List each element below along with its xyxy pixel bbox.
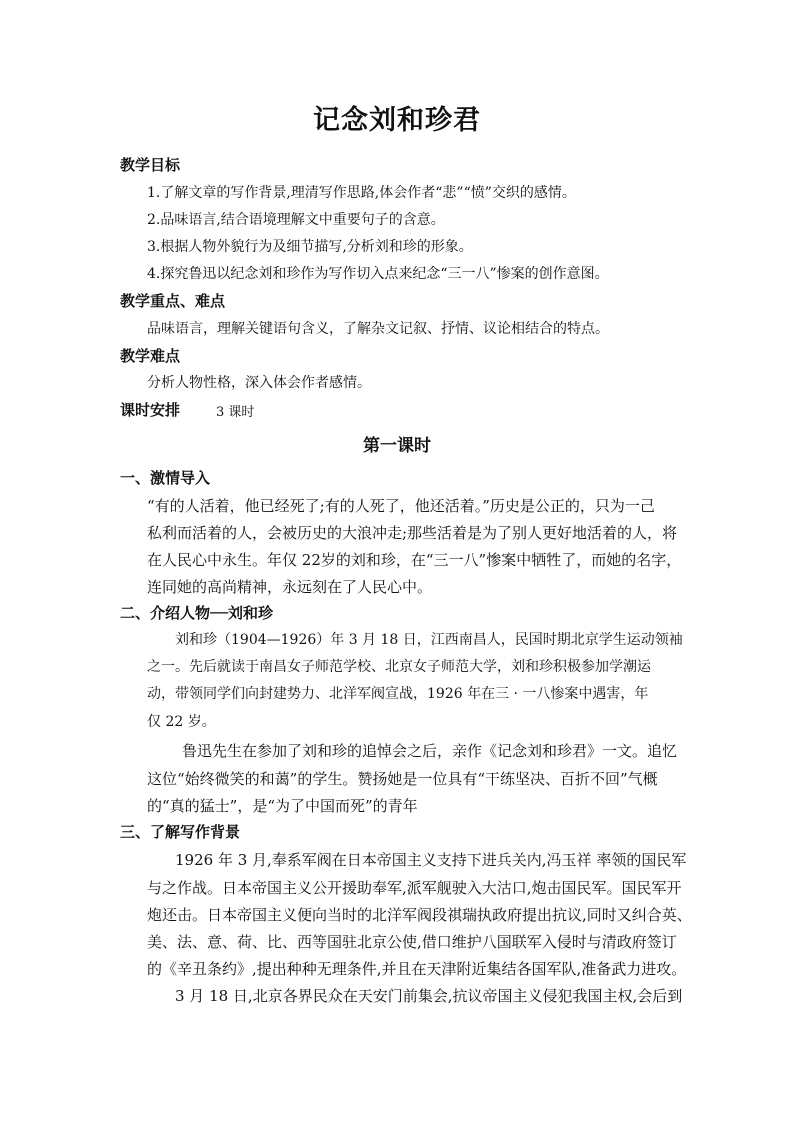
section2-heading: 二、介绍人物──刘和珍: [120, 604, 274, 622]
section1-line: “有的人活着，他已经死了;有的人死了，他还活着。”历史是公正的，只为一己: [147, 497, 655, 515]
objective-item: 4.探究鲁迅以纪念刘和珍作为写作切入点来纪念“三一八”惨案的创作意图。: [147, 266, 609, 282]
section1-heading: 一、激情导入: [120, 469, 211, 487]
difficulty-text: 分析人物性格，深入体会作者感情。: [147, 375, 371, 391]
section2-para2-line: 这位“始终微笑的和蔼”的学生。赞扬她是一位具有“干练坚决、百折不回”气概: [147, 770, 658, 788]
section3-line: 1926 年 3 月,奉系军阀在日本帝国主义支持下进兵关内,冯玉祥 率领的国民军: [175, 851, 687, 869]
objective-item: 2.品味语言,结合语境理解文中重要句子的含意。: [147, 212, 445, 228]
schedule-heading: 课时安排: [120, 401, 181, 419]
key-points-text: 品味语言，理解关键语句含义，了解杂文记叙、抒情、议论相结合的特点。: [147, 321, 609, 337]
objective-item: 1.了解文章的写作背景,理清写作思路,体会作者“悲”“愤”交织的感情。: [147, 185, 576, 201]
section2-para1-line: 动，带领同学们向封建势力、北洋军阀宣战，1926 年在三 · 一八惨案中遇害，年: [147, 686, 649, 702]
difficulty-heading: 教学难点: [120, 347, 181, 365]
section2-para1-line: 仅 22 岁。: [147, 714, 216, 730]
key-points-heading: 教学重点、难点: [120, 292, 226, 310]
section3-line: 3 月 18 日,北京各界民众在天安门前集会,抗议帝国主义侵犯我国主权,会后到: [175, 987, 683, 1005]
objectives-heading: 教学目标: [120, 156, 181, 174]
section2-para2-line: 鲁迅先生在参加了刘和珍的追悼会之后，亲作《记念刘和珍君》一文。追忆: [182, 742, 678, 760]
section1-line: 在人民心中永生。年仅 22岁的刘和珍，在“三一八”惨案中牺牲了，而她的名字，: [147, 551, 682, 569]
document-title: 记念刘和珍君: [313, 105, 481, 136]
section3-line: 的《辛丑条约》,提出种种无理条件,并且在天津附近集结各国军队,准备武力进攻。: [147, 960, 687, 978]
lesson-title: 第一课时: [363, 436, 431, 456]
section1-line: 私利而活着的人，会被历史的大浪冲走;那些活着是为了别人更好地活着的人，将: [147, 524, 678, 542]
schedule-value: 3 课时: [216, 405, 255, 420]
section3-line: 炮还击。日本帝国主义便向当时的北洋军阀段祺瑞执政府提出抗议,同时又纠合英、: [147, 906, 692, 924]
section1-line: 连同她的高尚精神，永远刻在了人民心中。: [147, 578, 433, 596]
section2-para1-line: 之一。先后就读于南昌女子师范学校、北京女子师范大学，刘和珍积极参加学潮运: [147, 659, 651, 675]
section3-line: 美、法、意、荷、比、西等国驻北京公使,借口维护八国联军入侵时与清政府签订: [147, 933, 677, 951]
objective-item: 3.根据人物外貌行为及细节描写,分析刘和珍的形象。: [147, 239, 473, 255]
section2-para2-line: 的“真的猛士”，是“为了中国而死”的青年: [147, 797, 418, 815]
section2-para1-line: 刘和珍（1904—1926）年 3 月 18 日，江西南昌人，民国时期北京学生运动领袖: [175, 632, 683, 648]
section3-heading: 三、了解写作背景: [120, 823, 241, 841]
section3-line: 与之作战。日本帝国主义公开援助奉军,派军舰驶入大沽口,炮击国民军。国民军开: [147, 879, 682, 897]
